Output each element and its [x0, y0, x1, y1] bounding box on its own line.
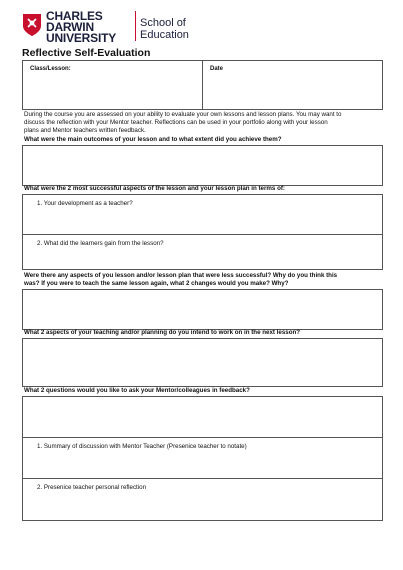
question-outcomes: What were the main outcomes of your lesson and to what extent did you achieve them? — [24, 136, 282, 143]
intro-paragraph — [24, 111, 384, 135]
answer-box-learners-gain[interactable] — [22, 234, 383, 270]
class-lesson-label: Class/Lesson: — [30, 66, 71, 72]
logo-line: DARWIN — [46, 20, 94, 34]
shield-icon — [22, 13, 42, 37]
school-line: Education — [140, 29, 189, 41]
answer-box-development[interactable] — [22, 194, 383, 235]
logo-divider — [135, 11, 136, 41]
list-item: 2. Presenice teacher personal reflection — [37, 484, 147, 491]
question-line: was? If you were to teach the same lesson again, what 2 changes would you make? Why? — [24, 280, 289, 287]
question-less-successful — [24, 272, 337, 288]
list-item: 2. What did the learners gain from the lesson? — [37, 240, 164, 247]
answer-box-outcomes[interactable] — [22, 145, 383, 186]
intro-line: During the course you are assessed on your ability to evaluate your own lessons and lesson plans. You may want to — [24, 111, 342, 118]
date-cell[interactable] — [202, 60, 383, 110]
logo-line: CHARLES — [46, 9, 103, 23]
answer-box-less-successful[interactable] — [22, 289, 383, 330]
answer-box-personal-reflection[interactable] — [22, 478, 383, 521]
list-item: 1. Your development as a teacher? — [37, 200, 133, 207]
question-successful-aspects: What were the 2 most successful aspects of the lesson and your lesson plan in terms of: — [24, 185, 285, 192]
date-label: Date — [210, 66, 224, 72]
school-name — [140, 17, 189, 41]
answer-box-mentor-summary[interactable] — [22, 437, 383, 479]
page-title: Reflective Self-Evaluation — [22, 47, 151, 59]
university-logo — [22, 11, 142, 43]
answer-box-mentor-questions[interactable] — [22, 396, 383, 438]
class-lesson-cell[interactable] — [22, 60, 203, 110]
question-line: Were there any aspects of you lesson and/or lesson plan that were less successful? Why do you think this — [24, 272, 338, 279]
intro-line: plans and Mentor teachers written feedback. — [24, 127, 146, 134]
list-item: 1. Summary of discussion with Mentor Teacher (Presenice teacher to notate) — [37, 443, 247, 450]
question-mentor-feedback: What 2 questions would you like to ask your Mentor/colleagues in feedback? — [24, 387, 250, 394]
logo-line: UNIVERSITY — [46, 31, 117, 45]
school-line: School of — [140, 17, 186, 29]
intro-line: discuss the reflection with your Mentor teacher. Reflections can be used in your portfolio along with your lesson — [24, 119, 328, 126]
question-work-on-next: What 2 aspects of your teaching and/or planning do you intend to work on in the next lesson? — [24, 329, 301, 336]
answer-box-work-on-next[interactable] — [22, 338, 383, 387]
